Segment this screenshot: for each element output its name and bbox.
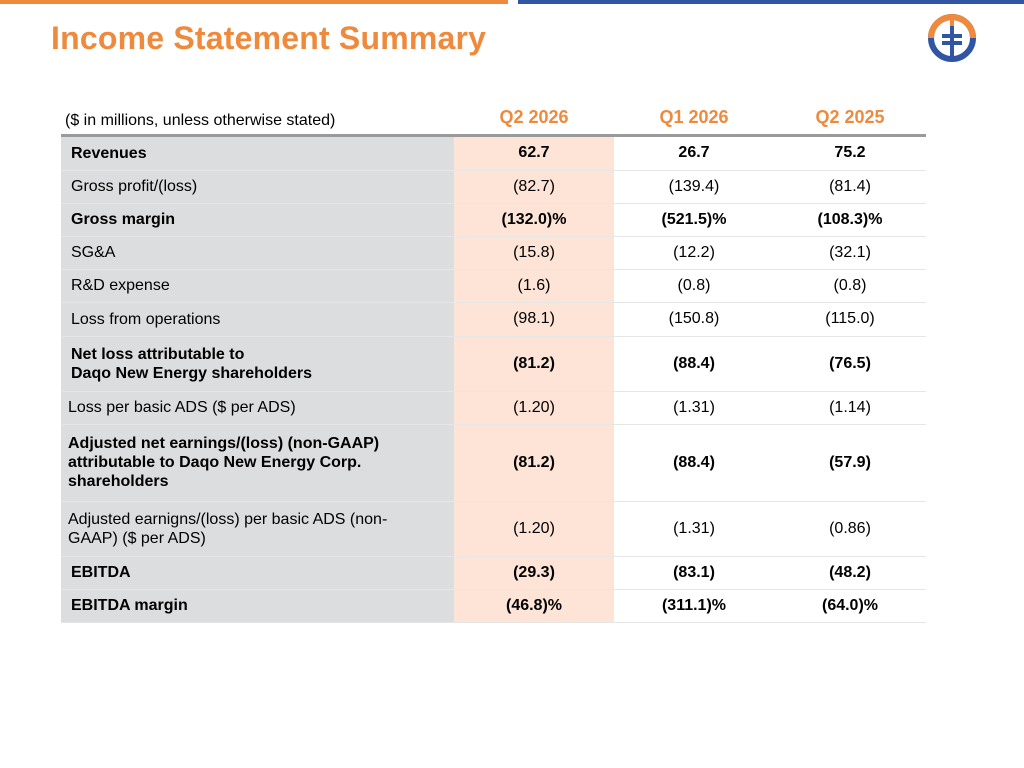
row-label: EBITDA margin	[61, 589, 454, 622]
column-header-q2-2025: Q2 2025	[815, 107, 885, 127]
row-label: Adjusted net earnings/(loss) (non-GAAP) attributable to Daqo New Energy Corp. shareholders	[61, 424, 454, 501]
row-value-q2-2026: (81.2)	[454, 336, 614, 391]
row-value-q2-2026: (29.3)	[454, 556, 614, 589]
row-value-q2-2025: (115.0)	[774, 302, 926, 336]
table-row	[61, 424, 926, 501]
row-label: Net loss attributable to Daqo New Energy shareholders	[61, 336, 454, 391]
row-value-q2-2026: (1.20)	[454, 391, 614, 424]
table-row	[61, 269, 926, 302]
row-value-q2-2025: (48.2)	[774, 556, 926, 589]
row-value-q2-2026: (1.20)	[454, 501, 614, 556]
row-value-q1-2026: (83.1)	[614, 556, 774, 589]
units-note: ($ in millions, unless otherwise stated)	[65, 112, 336, 129]
row-label: SG&A	[61, 236, 454, 269]
table-row	[61, 336, 926, 391]
row-label: R&D expense	[61, 269, 454, 302]
row-value-q2-2025: (1.14)	[774, 391, 926, 424]
row-value-q2-2025: (81.4)	[774, 170, 926, 203]
row-label: Revenues	[61, 137, 454, 170]
row-value-q2-2026: (81.2)	[454, 424, 614, 501]
row-label: Gross margin	[61, 203, 454, 236]
row-value-q1-2026: (0.8)	[614, 269, 774, 302]
row-value-q1-2026: 26.7	[614, 137, 774, 170]
top-accent-bar-blue	[518, 0, 1024, 4]
row-value-q2-2025: (57.9)	[774, 424, 926, 501]
daqo-logo-icon	[928, 14, 976, 62]
income-statement-table	[61, 100, 926, 623]
row-value-q1-2026: (1.31)	[614, 391, 774, 424]
row-label: EBITDA	[61, 556, 454, 589]
row-value-q1-2026: (150.8)	[614, 302, 774, 336]
row-label: Gross profit/(loss)	[61, 170, 454, 203]
table-row	[61, 203, 926, 236]
column-header-q2-2026: Q2 2026	[499, 107, 569, 127]
table-row	[61, 556, 926, 589]
row-value-q2-2025: (64.0)%	[774, 589, 926, 622]
row-value-q2-2025: (32.1)	[774, 236, 926, 269]
row-value-q2-2025: 75.2	[774, 137, 926, 170]
row-value-q2-2026: (132.0)%	[454, 203, 614, 236]
row-value-q1-2026: (88.4)	[614, 424, 774, 501]
table-row	[61, 501, 926, 556]
page-title: Income Statement Summary	[51, 20, 487, 56]
data-table	[61, 137, 926, 623]
row-value-q2-2026: (1.6)	[454, 269, 614, 302]
row-value-q1-2026: (12.2)	[614, 236, 774, 269]
column-header-q1-2026: Q1 2026	[659, 107, 729, 127]
row-value-q1-2026: (139.4)	[614, 170, 774, 203]
table-row	[61, 302, 926, 336]
row-label: Loss from operations	[61, 302, 454, 336]
row-value-q2-2025: (0.8)	[774, 269, 926, 302]
row-value-q2-2026: (98.1)	[454, 302, 614, 336]
row-value-q2-2026: 62.7	[454, 137, 614, 170]
row-label: Loss per basic ADS ($ per ADS)	[61, 391, 454, 424]
row-value-q2-2025: (76.5)	[774, 336, 926, 391]
row-value-q2-2026: (15.8)	[454, 236, 614, 269]
row-value-q2-2025: (0.86)	[774, 501, 926, 556]
table-row	[61, 589, 926, 622]
row-value-q1-2026: (1.31)	[614, 501, 774, 556]
row-value-q1-2026: (521.5)%	[614, 203, 774, 236]
table-header	[61, 100, 926, 137]
row-value-q2-2026: (82.7)	[454, 170, 614, 203]
row-value-q2-2025: (108.3)%	[774, 203, 926, 236]
row-value-q1-2026: (88.4)	[614, 336, 774, 391]
row-label: Adjusted earnigns/(loss) per basic ADS (non- GAAP) ($ per ADS)	[61, 501, 454, 556]
table-row	[61, 236, 926, 269]
table-row	[61, 137, 926, 170]
table-row	[61, 391, 926, 424]
table-row	[61, 170, 926, 203]
row-value-q1-2026: (311.1)%	[614, 589, 774, 622]
top-accent-bar-orange	[0, 0, 508, 4]
row-value-q2-2026: (46.8)%	[454, 589, 614, 622]
